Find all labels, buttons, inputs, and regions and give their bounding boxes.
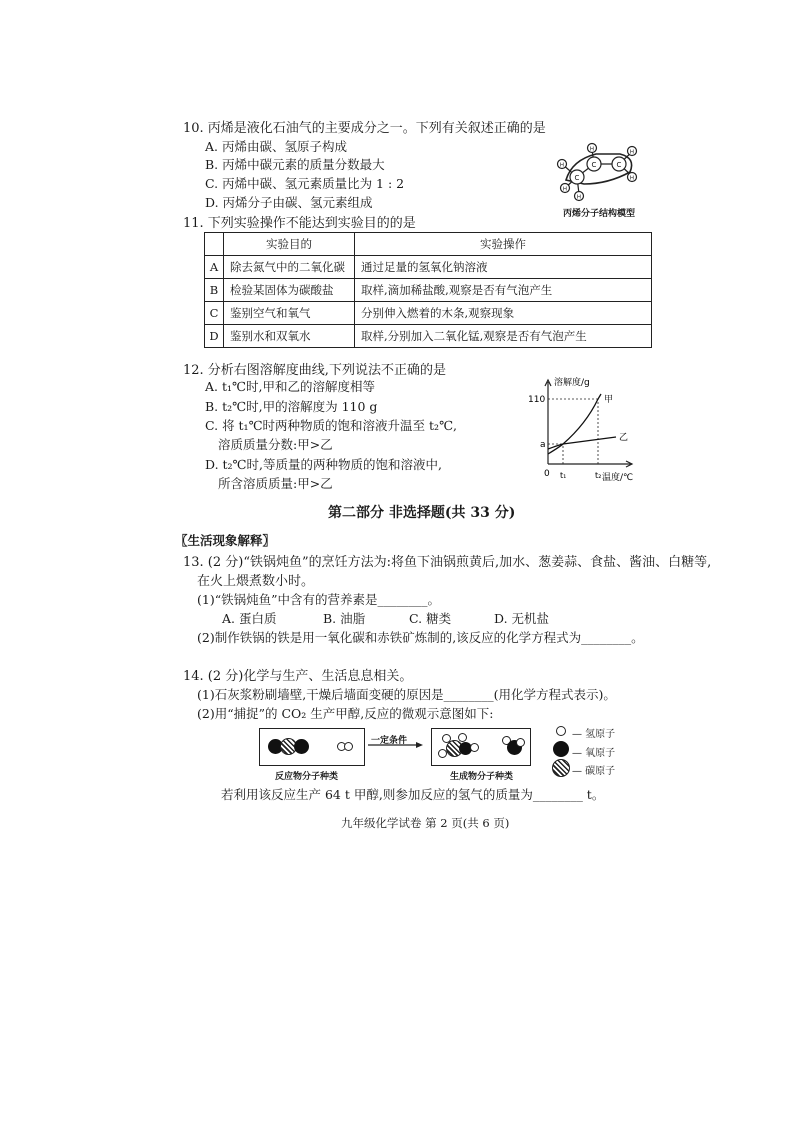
reaction-arrow-icon bbox=[366, 741, 426, 749]
arrow-label: 一定条件 bbox=[371, 736, 408, 746]
q13-choice-d: D. 无机盐 bbox=[494, 611, 550, 626]
legend-carbon: — 碳原子 bbox=[572, 766, 616, 777]
atom-h-label: H bbox=[576, 194, 582, 201]
x-tick-label: t₁ bbox=[560, 471, 567, 480]
q14-stem: 14. (2 分)化学与生产、生活息息相关。 bbox=[183, 669, 413, 684]
atom-h-label: H bbox=[559, 162, 565, 169]
atom-h-label: H bbox=[562, 186, 568, 193]
column-header: 实验目的 bbox=[224, 233, 355, 256]
product-caption: 生成物分子种类 bbox=[450, 772, 514, 782]
atom-c-label: C bbox=[591, 161, 597, 169]
part2-title: 第二部分 非选择题(共 33 分) bbox=[328, 505, 516, 521]
atom-h-label: H bbox=[629, 149, 635, 156]
reactant-caption: 反应物分子种类 bbox=[275, 772, 339, 782]
hydrogen-atom bbox=[470, 743, 479, 752]
section-tag: 〖生活现象解释〗 bbox=[175, 533, 276, 548]
q12-option-d-line2: 所含溶质质量:甲>乙 bbox=[218, 476, 333, 491]
series-label-yi: 乙 bbox=[619, 433, 629, 443]
table-row bbox=[205, 279, 652, 302]
legend-carbon-icon bbox=[552, 759, 570, 777]
series-label-jia: 甲 bbox=[604, 395, 614, 405]
solubility-chart bbox=[528, 372, 646, 490]
x-tick-label: t₂ bbox=[595, 471, 602, 480]
row-purpose: 鉴别空气和氧气 bbox=[224, 302, 355, 325]
x-tick-label: 0 bbox=[544, 469, 550, 479]
legend-hydrogen-icon bbox=[556, 726, 566, 736]
table-row bbox=[205, 325, 652, 348]
q12-option-c-line2: 溶质质量分数:甲>乙 bbox=[218, 437, 333, 452]
row-label: A bbox=[205, 256, 224, 279]
product-box bbox=[431, 728, 531, 766]
row-label: B bbox=[205, 279, 224, 302]
row-operation: 分别伸入燃着的木条,观察现象 bbox=[355, 302, 652, 325]
q10-option-a: A. 丙烯由碳、氢原子构成 bbox=[205, 139, 347, 154]
q14-sub1: (1)石灰浆粉刷墙壁,干燥后墙面变硬的原因是________(用化学方程式表示)。 bbox=[197, 687, 616, 702]
legend-hydrogen: — 氢原子 bbox=[572, 729, 616, 740]
q12-option-b: B. t₂℃时,甲的溶解度为 110 g bbox=[205, 399, 378, 414]
atom-c-label: C bbox=[616, 161, 622, 169]
hydrogen-atom bbox=[438, 749, 447, 758]
q10-option-d: D. 丙烯分子由碳、氢元素组成 bbox=[205, 195, 373, 210]
q13-stem-line2: 在火上煨煮数小时。 bbox=[197, 574, 315, 589]
y-tick-label: a bbox=[540, 440, 546, 450]
q12-option-c-line1: C. 将 t₁℃时两种物质的饱和溶液升温至 t₂℃, bbox=[205, 418, 458, 433]
atom-c-label: C bbox=[574, 174, 580, 182]
y-tick-label: 110 bbox=[528, 395, 546, 405]
legend-oxygen-icon bbox=[553, 741, 569, 757]
row-operation: 取样,分别加入二氧化锰,观察是否有气泡产生 bbox=[355, 325, 652, 348]
row-purpose: 检验某固体为碳酸盐 bbox=[224, 279, 355, 302]
q13-choice-c: C. 糖类 bbox=[409, 611, 452, 626]
propylene-molecule-model bbox=[548, 140, 648, 208]
table-row bbox=[205, 302, 652, 325]
page-footer: 九年级化学试卷 第 2 页(共 6 页) bbox=[341, 816, 510, 830]
row-operation: 通过足量的氢氧化钠溶液 bbox=[355, 256, 652, 279]
q10-option-c: C. 丙烯中碳、氢元素质量比为 1 : 2 bbox=[205, 176, 405, 191]
experiment-table bbox=[204, 232, 652, 348]
q11-stem: 11. 下列实验操作不能达到实验目的的是 bbox=[183, 216, 416, 231]
row-label: D bbox=[205, 325, 224, 348]
q13-choice-b: B. 油脂 bbox=[323, 611, 366, 626]
table-header-row bbox=[205, 233, 652, 256]
reactant-box bbox=[259, 728, 365, 766]
row-purpose: 除去氮气中的二氧化碳 bbox=[224, 256, 355, 279]
column-header: 实验操作 bbox=[355, 233, 652, 256]
row-label: C bbox=[205, 302, 224, 325]
q12-option-a: A. t₁℃时,甲和乙的溶解度相等 bbox=[205, 379, 375, 394]
q12-option-d-line1: D. t₂℃时,等质量的两种物质的饱和溶液中, bbox=[205, 457, 442, 472]
table-row bbox=[205, 256, 652, 279]
q13-stem-line1: 13. (2 分)“铁锅炖鱼”的烹饪方法为:将鱼下油锅煎黄后,加水、葱姜蒜、食盐、酱油、白糖等, bbox=[183, 555, 712, 570]
row-operation: 取样,滴加稀盐酸,观察是否有气泡产生 bbox=[355, 279, 652, 302]
series-line-jia bbox=[548, 394, 601, 454]
legend-oxygen: — 氧原子 bbox=[572, 748, 616, 759]
q14-sub2: (2)用“捕捉”的 CO₂ 生产甲醇,反应的微观示意图如下: bbox=[197, 706, 494, 721]
q12-stem: 12. 分析右图溶解度曲线,下列说法不正确的是 bbox=[183, 363, 446, 378]
q13-sub2: (2)制作铁锅的铁是用一氧化碳和赤铁矿炼制的,该反应的化学方程式为________。 bbox=[197, 630, 644, 645]
q10-option-b: B. 丙烯中碳元素的质量分数最大 bbox=[205, 157, 385, 172]
hydrogen-atom bbox=[344, 742, 353, 751]
row-purpose: 鉴别水和双氧水 bbox=[224, 325, 355, 348]
hydrogen-atom bbox=[516, 738, 525, 747]
oxygen-atom bbox=[294, 739, 309, 754]
q14-sub3: 若利用该反应生产 64 t 甲醇,则参加反应的氢气的质量为________ t。 bbox=[221, 787, 605, 802]
q10-stem: 10. 丙烯是液化石油气的主要成分之一。下列有关叙述正确的是 bbox=[183, 121, 546, 136]
x-axis-label: 温度/℃ bbox=[602, 473, 634, 483]
q13-sub1: (1)“铁锅炖鱼”中含有的营养素是________。 bbox=[197, 592, 440, 607]
y-axis-label: 溶解度/g bbox=[554, 378, 590, 388]
q13-choice-a: A. 蛋白质 bbox=[222, 611, 277, 626]
atom-h-label: H bbox=[629, 175, 635, 182]
atom-h-label: H bbox=[589, 146, 595, 153]
model-caption: 丙烯分子结构模型 bbox=[563, 209, 636, 219]
